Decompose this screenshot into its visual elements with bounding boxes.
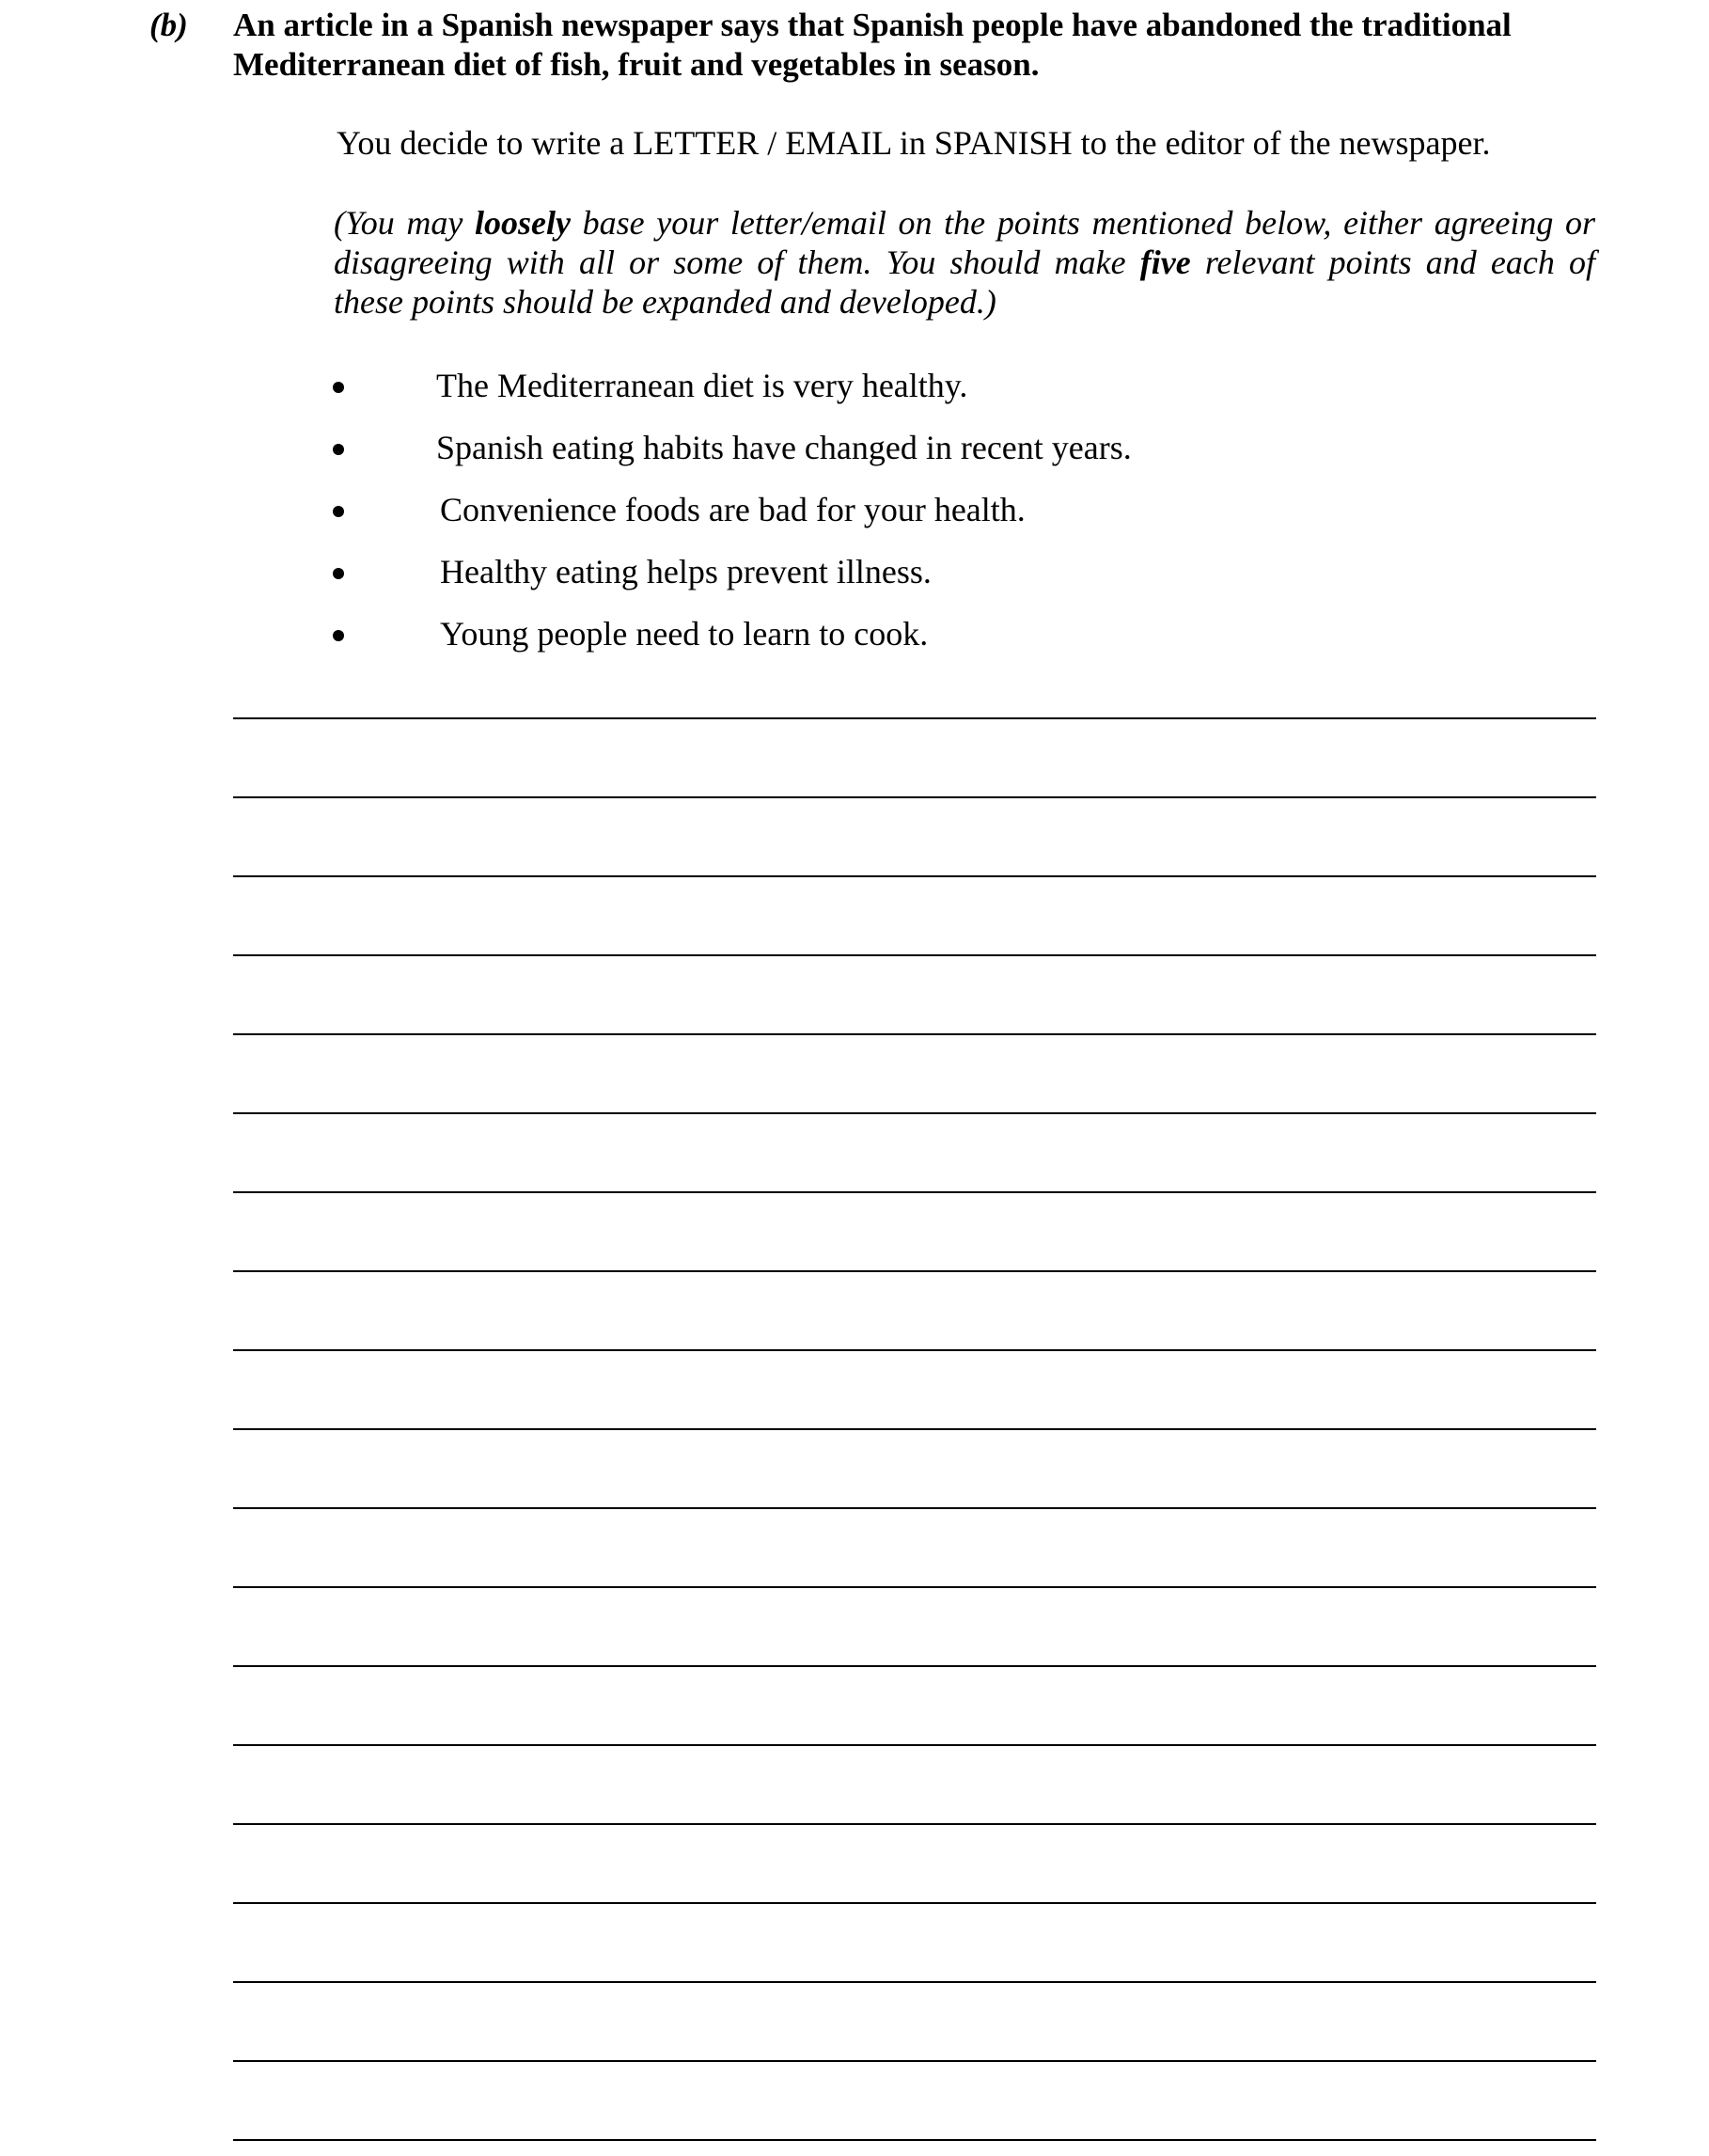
instruction-emphasis: five [1139, 244, 1191, 281]
answer-line[interactable] [233, 2060, 1596, 2062]
answer-line[interactable] [233, 1033, 1596, 1035]
question-heading-line: Mediterranean diet of fish, fruit and vegetables in season. [233, 46, 1040, 83]
instruction-segment: base your letter/email on the points mentioned below, either agreeing or [570, 204, 1595, 242]
answer-line[interactable] [233, 1112, 1596, 1114]
answer-line[interactable] [233, 1191, 1596, 1193]
bullet-point-text: Healthy eating helps prevent illness. [440, 553, 932, 590]
instruction-segment: (You may [334, 204, 475, 242]
bullet-point-text: Spanish eating habits have changed in recent years. [436, 429, 1132, 466]
answer-line[interactable] [233, 1507, 1596, 1509]
instruction-emphasis: loosely [475, 204, 571, 242]
answer-line[interactable] [233, 1428, 1596, 1430]
instruction-segment: disagreeing with all or some of them. You should make [334, 244, 1140, 281]
instruction-segment: relevant points and each of [1190, 244, 1595, 281]
question-heading-line: An article in a Spanish newspaper says that Spanish people have abandoned the traditional [233, 7, 1512, 43]
task-statement: You decide to write a LETTER / EMAIL in SPANISH to the editor of the newspaper. [337, 124, 1491, 162]
bullet-point-text: The Mediterranean diet is very healthy. [436, 367, 968, 404]
answer-line[interactable] [233, 2139, 1596, 2141]
answer-line[interactable] [233, 1665, 1596, 1667]
bullet-point-text: Young people need to learn to cook. [440, 615, 929, 653]
bullet-point-text: Convenience foods are bad for your health. [440, 491, 1026, 528]
answer-line[interactable] [233, 1586, 1596, 1588]
answer-line[interactable] [233, 1349, 1596, 1351]
answer-line[interactable] [233, 717, 1596, 719]
answer-line[interactable] [233, 1902, 1596, 1904]
answer-line[interactable] [233, 875, 1596, 877]
instruction-line: these points should be expanded and developed.) [334, 283, 996, 321]
question-label: (b) [149, 7, 188, 43]
answer-line[interactable] [233, 1981, 1596, 1983]
answer-line[interactable] [233, 1744, 1596, 1746]
answer-writing-area[interactable] [233, 0, 1596, 2156]
answer-line[interactable] [233, 796, 1596, 798]
answer-line[interactable] [233, 1823, 1596, 1825]
answer-line[interactable] [233, 954, 1596, 956]
answer-line[interactable] [233, 1270, 1596, 1272]
